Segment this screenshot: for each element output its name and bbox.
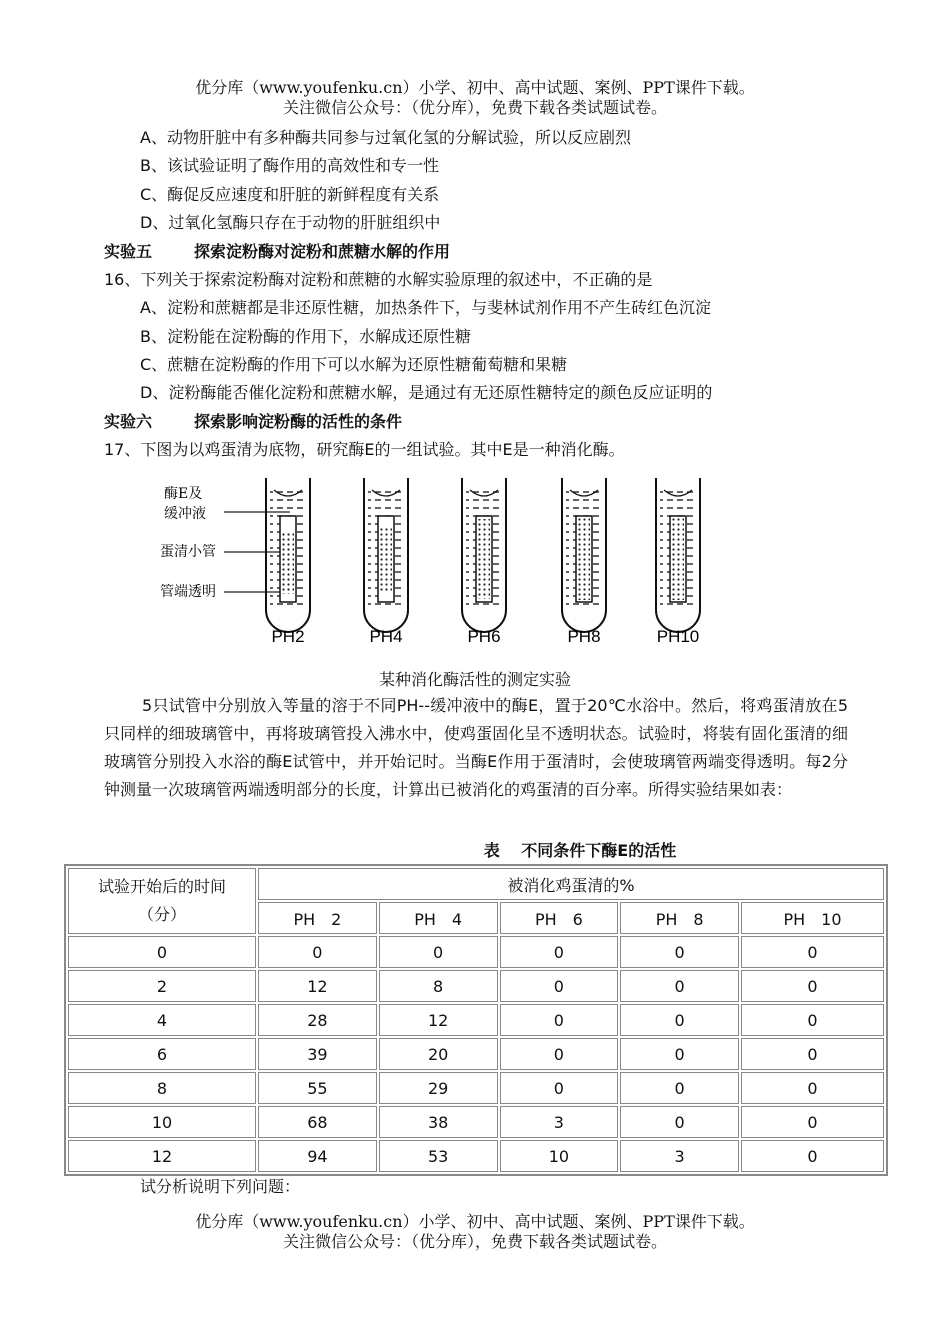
table-cell: 39 — [258, 1038, 377, 1070]
table-cell: 0 — [741, 970, 884, 1002]
table-cell: 20 — [379, 1038, 498, 1070]
table-cell: 0 — [741, 1072, 884, 1104]
tube-label-ph4: PH4 — [369, 627, 403, 646]
table-cell: 12 — [68, 1140, 256, 1172]
enzyme-activity-table — [64, 864, 888, 1176]
tube-ph6 — [462, 478, 506, 632]
column-header: PH 2 — [258, 902, 377, 934]
table-cell: 12 — [379, 1004, 498, 1036]
table-cell: 10 — [68, 1106, 256, 1138]
test-tube-figure — [150, 472, 710, 652]
experiment-paragraph: 5只试管中分别放入等量的溶于不同PH--缓冲液中的酶E，置于20℃水浴中。然后，将鸡蛋清放在5只同样的细玻璃管中，再将玻璃管投入沸水中，使鸡蛋固化呈不透明状态。试验时，将装有固化蛋清的细玻璃管分别投入水浴的酶E试管中，并开始记时。当酶E作用于蛋清时，会使玻璃管两端变得透明。每2分钟测量一次玻璃管两端透明部分的长度，计算出已被消化的鸡蛋清的百分率。所得实验结果如表： — [104, 696, 848, 799]
table-cell: 3 — [500, 1106, 619, 1138]
exp6-heading — [104, 411, 402, 433]
header-line-2: 关注微信公众号：（优分库），免费下载各类试题试卷。 — [282, 98, 667, 117]
exp6-label: 实验六 — [104, 412, 153, 431]
time-header-line1: 试验开始后的时间 — [97, 877, 226, 896]
tube-label-ph2: PH2 — [271, 627, 305, 646]
q16-stem: 16、下列关于探索淀粉酶对淀粉和蔗糖的水解实验原理的叙述中，不正确的是 — [104, 270, 653, 289]
column-header: PH 8 — [620, 902, 739, 934]
table-row — [68, 1106, 884, 1138]
table-cell: 0 — [741, 1038, 884, 1070]
q16-option-b: B、淀粉能在淀粉酶的作用下，水解成还原性糖 — [140, 327, 471, 346]
table-cell: 12 — [258, 970, 377, 1002]
tube-ph10 — [656, 478, 700, 632]
table-cell: 0 — [620, 1038, 739, 1070]
table-header-row — [68, 868, 884, 900]
exp6-title: 探索影响淀粉酶的活性的条件 — [194, 412, 403, 431]
experiment-description — [104, 692, 848, 804]
footer-line-1: 优分库（www.youfenku.cn）小学、初中、高中试题、案例、PPT课件下载。 — [195, 1212, 755, 1231]
table-cell: 2 — [68, 970, 256, 1002]
table-cell: 0 — [620, 1106, 739, 1138]
table-cell: 53 — [379, 1140, 498, 1172]
table-cell: 0 — [379, 936, 498, 968]
exp5-title: 探索淀粉酶对淀粉和蔗糖水解的作用 — [194, 242, 451, 261]
column-header: PH 10 — [741, 902, 884, 934]
table-cell: 0 — [500, 1072, 619, 1104]
table-cell: 0 — [620, 1004, 739, 1036]
table-cell: 0 — [741, 1106, 884, 1138]
table-cell: 0 — [500, 1004, 619, 1036]
q15-option-c: C、酶促反应速度和肝脏的新鲜程度有关系 — [140, 185, 440, 204]
footer-line-2: 关注微信公众号：（优分库），免费下载各类试题试卷。 — [282, 1232, 667, 1251]
table-cell: 55 — [258, 1072, 377, 1104]
figure-label-buffer: 缓冲液 — [164, 506, 206, 522]
table-cell: 38 — [379, 1106, 498, 1138]
tube-label-ph10: PH10 — [656, 627, 700, 646]
table-cell: 0 — [741, 936, 884, 968]
table-cell: 0 — [620, 936, 739, 968]
table-cell: 0 — [500, 936, 619, 968]
table-cell: 0 — [68, 936, 256, 968]
table-cell: 68 — [258, 1106, 377, 1138]
table-cell: 0 — [500, 1038, 619, 1070]
figure-label-transparent-end: 管端透明 — [160, 584, 216, 600]
q17-stem: 17、下图为以鸡蛋清为底物，研究酶E的一组试验。其中E是一种消化酶。 — [104, 440, 625, 459]
exp5-label: 实验五 — [104, 242, 153, 261]
page-footer — [0, 1212, 950, 1252]
q15-option-b: B、该试验证明了酶作用的高效性和专一性 — [140, 156, 439, 175]
q16-option-a: A、淀粉和蔗糖都是非还原性糖，加热条件下，与斐林试剂作用不产生砖红色沉淀 — [140, 298, 711, 317]
table-cell: 8 — [68, 1072, 256, 1104]
table-cell: 0 — [620, 970, 739, 1002]
table-cell: 0 — [741, 1004, 884, 1036]
table-row — [68, 1140, 884, 1172]
column-header: PH 4 — [379, 902, 498, 934]
tube-ph2 — [266, 478, 310, 632]
page-header — [0, 78, 950, 118]
q15-option-a: A、动物肝脏中有多种酶共同参与过氧化氢的分解试验，所以反应剧烈 — [140, 128, 631, 147]
table-cell: 28 — [258, 1004, 377, 1036]
table-row — [68, 1072, 884, 1104]
header-line-1: 优分库（www.youfenku.cn）小学、初中、高中试题、案例、PPT课件下载。 — [195, 78, 755, 97]
time-column-header — [68, 868, 256, 934]
table-caption: 表 不同条件下酶E的活性 — [483, 841, 677, 860]
table-cell: 8 — [379, 970, 498, 1002]
figure-caption: 某种消化酶活性的测定实验 — [378, 670, 571, 689]
tube-ph4 — [364, 478, 408, 632]
q16-option-d: D、淀粉酶能否催化淀粉和蔗糖水解，是通过有无还原性糖特定的颜色反应证明的 — [140, 383, 713, 402]
table-cell: 3 — [620, 1140, 739, 1172]
time-header-line2: （分） — [137, 905, 186, 924]
table-cell: 0 — [620, 1072, 739, 1104]
group-header: 被消化鸡蛋清的% — [258, 868, 884, 900]
table-cell: 29 — [379, 1072, 498, 1104]
table-cell: 4 — [68, 1004, 256, 1036]
table-cell: 0 — [258, 936, 377, 968]
table-cell: 6 — [68, 1038, 256, 1070]
table-row — [68, 970, 884, 1002]
table-cell: 0 — [500, 970, 619, 1002]
exp5-heading — [104, 241, 450, 263]
table-cell: 0 — [741, 1140, 884, 1172]
q16-option-c: C、蔗糖在淀粉酶的作用下可以水解为还原性糖葡萄糖和果糖 — [140, 355, 568, 374]
table-row — [68, 1004, 884, 1036]
tube-label-ph6: PH6 — [467, 627, 501, 646]
closing-prompt: 试分析说明下列问题： — [140, 1177, 301, 1196]
column-header: PH 6 — [500, 902, 619, 934]
table-row — [68, 936, 884, 968]
table-cell: 94 — [258, 1140, 377, 1172]
figure-label-egg-tube: 蛋清小管 — [160, 544, 216, 560]
tube-label-ph8: PH8 — [567, 627, 601, 646]
q15-option-d: D、过氧化氢酶只存在于动物的肝脏组织中 — [140, 213, 441, 232]
table-row — [68, 1038, 884, 1070]
figure-label-enzyme: 酶E及 — [164, 486, 203, 502]
tube-ph8 — [562, 478, 606, 632]
table-cell: 10 — [500, 1140, 619, 1172]
